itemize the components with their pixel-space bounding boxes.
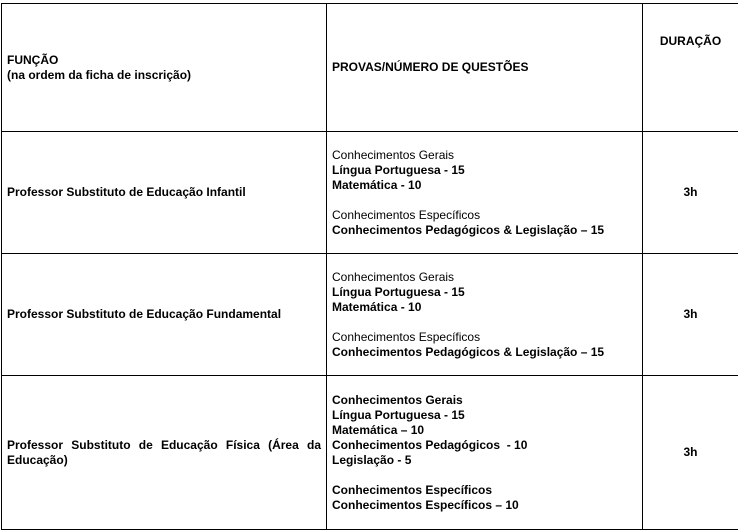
group-title: Conhecimentos Gerais: [332, 393, 637, 408]
provas-cell: [327, 132, 643, 254]
exam-table: [1, 3, 738, 530]
provas-cell: [327, 376, 643, 530]
exam-item: Língua Portuguesa - 15: [332, 163, 637, 178]
spacer: [332, 193, 637, 208]
exam-item: Conhecimentos Pedagógicos & Legislação – 15: [332, 223, 637, 238]
exam-item: Língua Portuguesa - 15: [332, 285, 637, 300]
header-funcao: FUNÇÃO: [7, 53, 321, 68]
duration-cell: 3h: [643, 254, 738, 376]
table-row: [2, 132, 738, 254]
exam-item: Conhecimentos Pedagógicos - 10: [332, 438, 637, 453]
exam-item: Língua Portuguesa - 15: [332, 408, 637, 423]
group-title: Conhecimentos Gerais: [332, 148, 637, 163]
duration-cell: 3h: [643, 376, 738, 530]
header-funcao-cell: [2, 4, 327, 132]
group-title: Conhecimentos Gerais: [332, 270, 637, 285]
table-row: [2, 376, 738, 530]
role-cell: Professor Substituto de Educação Fundamental: [2, 254, 327, 376]
exam-item: Matemática - 10: [332, 178, 637, 193]
header-funcao-note: (na ordem da ficha de inscrição): [7, 68, 321, 83]
exam-item: Matemática – 10: [332, 423, 637, 438]
spacer: [332, 468, 637, 483]
group-title: Conhecimentos Específicos: [332, 208, 637, 223]
group-title: Conhecimentos Específicos: [332, 483, 637, 498]
exam-item: Conhecimentos Específicos – 10: [332, 498, 637, 513]
spacer: [332, 315, 637, 330]
role-cell: Professor Substituto de Educação Infantil: [2, 132, 327, 254]
exam-item: Legislação - 5: [332, 453, 637, 468]
exam-item: Matemática - 10: [332, 300, 637, 315]
header-provas: PROVAS/NÚMERO DE QUESTÕES: [327, 4, 643, 132]
role-cell: Professor Substituto de Educação Física (Área da Educação): [2, 376, 327, 530]
group-title: Conhecimentos Específicos: [332, 330, 637, 345]
provas-cell: [327, 254, 643, 376]
exam-item: Conhecimentos Pedagógicos & Legislação – 15: [332, 345, 637, 360]
header-duracao: DURAÇÃO: [643, 4, 738, 132]
table-row: [2, 254, 738, 376]
header-row: [2, 4, 738, 132]
duration-cell: 3h: [643, 132, 738, 254]
